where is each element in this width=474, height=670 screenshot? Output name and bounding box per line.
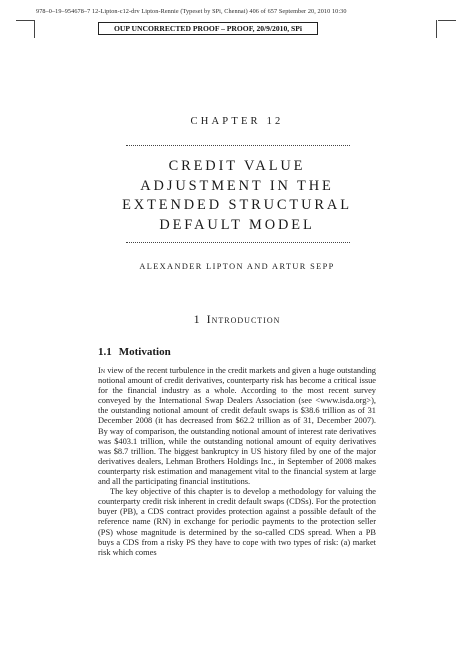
subsection-title: Motivation xyxy=(118,346,171,358)
chapter-label: CHAPTER 12 xyxy=(190,116,284,127)
subsection-heading xyxy=(98,346,171,358)
chapter-authors: ALEXANDER LIPTON AND ARTUR SEPP xyxy=(139,262,335,271)
section-title: Introduction xyxy=(206,312,281,326)
paragraph xyxy=(98,487,376,558)
paragraph-text: view of the recent turbulence in the credit markets and given a huge outstanding notional amount of credit derivatives, counterparty risk has become a critical issue for the financial industry as a whole. According to the most recent survey conveyed by the International Swap Dealers Association (see <www.isda.org>), the outstanding notional amount of credit default swaps is $38.6 trillion as of 31 December 2008 (it has decreased from $62.2 trillion as of 31, December 2007). By way of comparison, the outstanding notional amount of interest rate derivatives was $403.1 trillion, while the outstanding notional amount of equity derivatives was $8.7 trillion. The biggest bankruptcy in US history filed by one of the major derivatives dealers, Lehman Brothers Holdings Inc., in September of 2008 makes counterparty risk estimation and management vital to the financial system at large and all the participating financial institutions. xyxy=(98,366,376,487)
paragraph xyxy=(98,366,376,487)
crop-mark-top-right-horizontal xyxy=(438,20,456,21)
chapter-title xyxy=(0,157,474,235)
proof-banner: OUP UNCORRECTED PROOF – PROOF, 20/9/2010, SPi xyxy=(98,22,318,35)
body-text xyxy=(98,366,376,558)
paragraph-lead: In xyxy=(98,366,106,375)
paragraph-text: The key objective of this chapter is to develop a methodology for valuing the counterparty credit risk inherent in credit default swaps (CDSs). For the protection buyer (PB), a CDS contract provides protection against a possible default of the reference name (RN) in exchange for periodic payments to the protection seller (PS) whose magnitude is determined by the so-called CDS spread. When a PB buys a CDS from a risky PS they have to cope with two types of risk: (a) market risk which comes xyxy=(98,487,376,557)
title-rule-bottom xyxy=(126,242,350,243)
section-heading xyxy=(0,312,474,327)
title-rule-top xyxy=(126,145,350,146)
section-number: 1 xyxy=(193,312,201,326)
crop-mark-top-left xyxy=(34,20,35,38)
crop-mark-top-left-horizontal xyxy=(16,20,34,21)
running-header: 978–0–19–954678–7 12-Lipton-c12-drv Lipton-Rennie (Typeset by SPi, Chennai) 406 of 657 September 20, 2010 10:30 xyxy=(36,8,347,15)
chapter-title-line: DEFAULT MODEL xyxy=(159,216,315,233)
subsection-number: 1.1 xyxy=(98,346,112,358)
chapter-title-line: EXTENDED STRUCTURAL xyxy=(122,197,352,213)
crop-mark-top-right xyxy=(436,20,437,38)
chapter-title-line: CREDIT VALUE xyxy=(168,158,306,174)
chapter-title-line: ADJUSTMENT IN THE xyxy=(140,177,334,194)
